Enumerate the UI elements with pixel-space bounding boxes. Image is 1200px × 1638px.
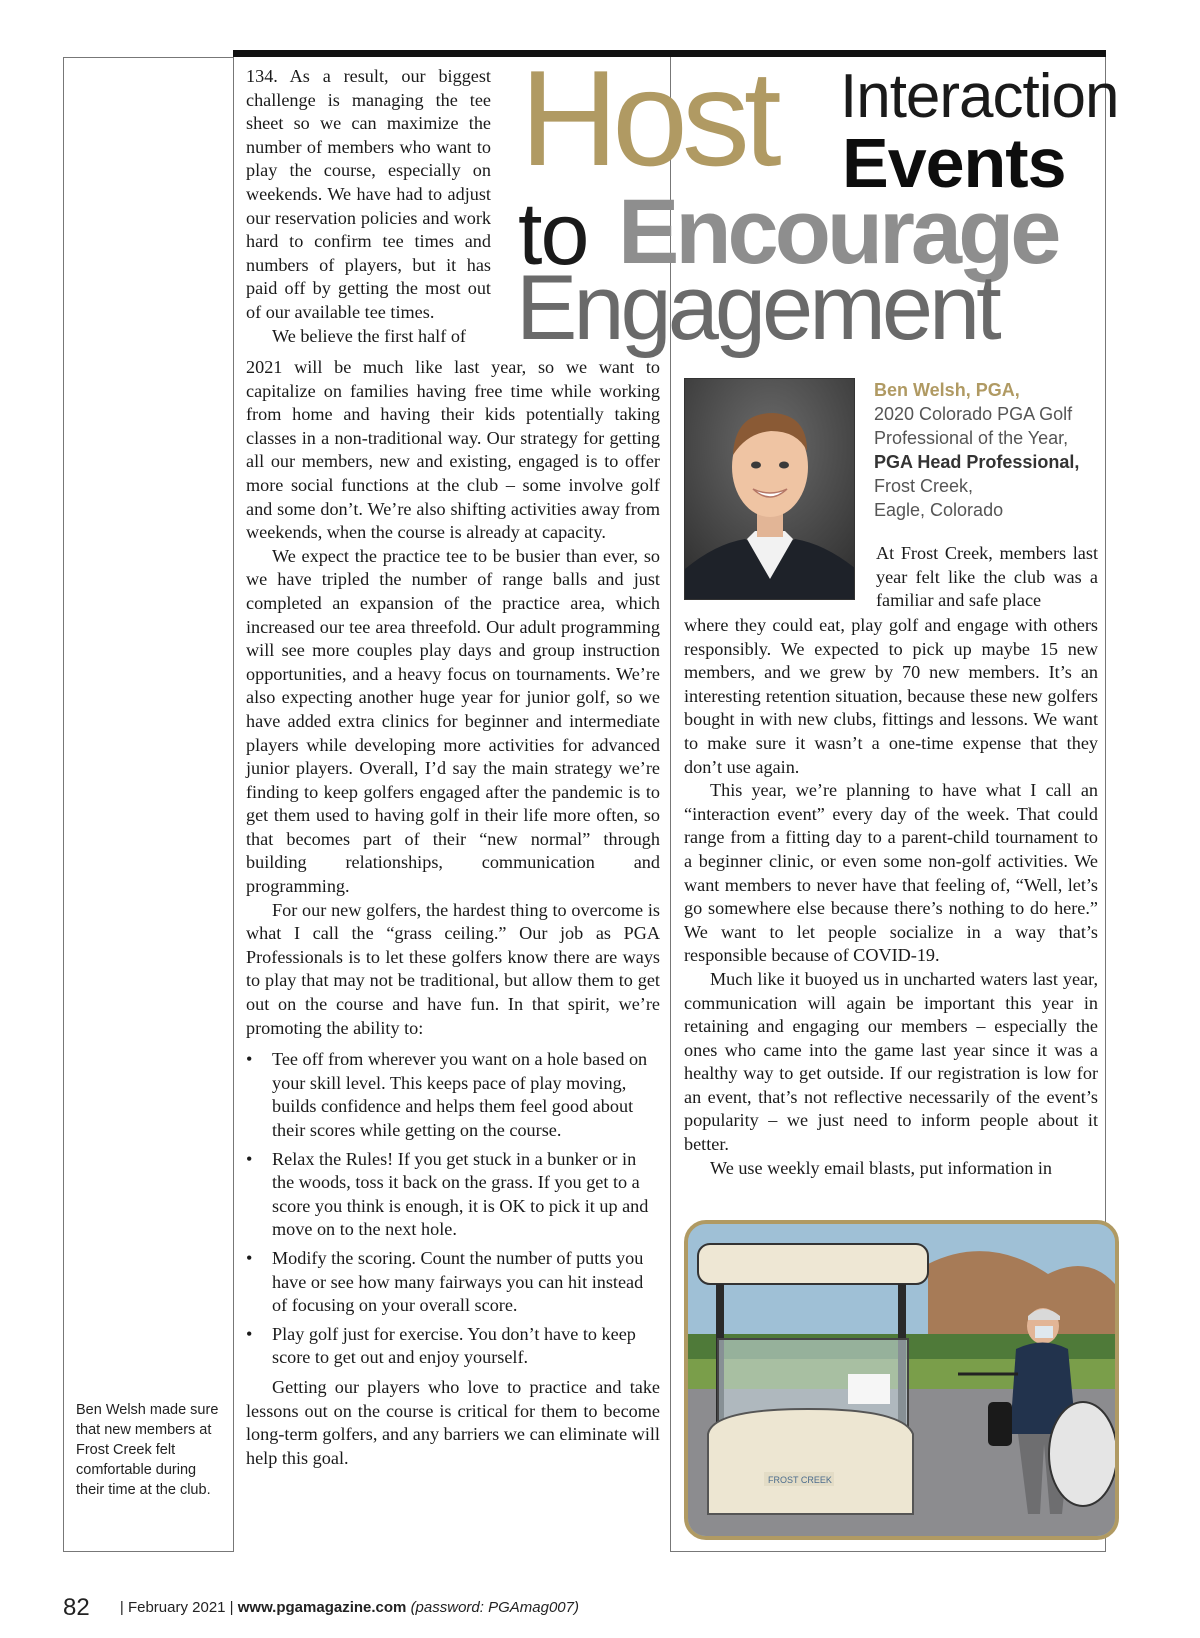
headline-interaction: Interaction: [840, 62, 1119, 131]
column-divider-left: [233, 57, 234, 1552]
author-role: PGA Head Professional,: [874, 452, 1080, 472]
paragraph: 134. As a result, our biggest challenge is managing the tee sheet so we can maximize the number of members who want to play the course, especially on weekends. We have had to adjust our reservation policies and work hard to confirm tee times and numbers of players, but it has paid off by getting the most out of our available tee times.: [246, 66, 491, 322]
paragraph: Getting our players who love to practice and take lessons out on the course is critical for them to become long-term golfers, and any barriers we can eliminate will help this goal.: [246, 1376, 660, 1468]
paragraph: 2021 will be much like last year, so we want to capitalize on families having free time while working from home and having their kids potentially taking classes in a non-traditional way. Our strategy for getting all our members, new and existing, engaged is to offer more social functions at the club – some involve golf and some don’t. We’re also shifting activities away from weekends, when the course is already at capacity.: [246, 357, 660, 543]
page-footer: [63, 1594, 579, 1622]
author-name: Ben Welsh, PGA,: [874, 380, 1020, 400]
golf-cart-photo: [684, 1220, 1119, 1540]
headline-host: Host: [520, 42, 776, 194]
headline-to: to: [518, 184, 588, 283]
list-item: • Tee off from wherever you want on a hole based on your skill level. This keeps pace of play moving, builds confidence and helps them feel good about their scores while getting on the course.: [246, 1048, 660, 1142]
list-item: • Modify the scoring. Count the number of putts you have or see how many fairways you can hit instead of focusing on your overall score.: [246, 1247, 660, 1318]
paragraph: This year, we’re planning to have what I call an “interaction event” every day of the week. That could range from a fitting day to a parent-child tournament to a beginner clinic, or even some non-golf activities. We want members to never have that feeling of, “Well, let’s go somewhere else because there’s nothing to do here.” We want to let people socialize in a way that’s responsible because of COVID-19.: [684, 780, 1098, 966]
author-portrait: [684, 378, 855, 600]
article-column-2: [684, 614, 1098, 1180]
list-item: • Play golf just for exercise. You don’t have to keep score to get out and enjoy yourself.: [246, 1323, 660, 1370]
author-club: Frost Creek,: [874, 476, 974, 496]
paragraph: We use weekly email blasts, put information in: [710, 1157, 1053, 1178]
article-column-1-top: [246, 65, 491, 348]
paragraph: We expect the practice tee to be busier than ever, so we have tripled the number of range balls and just completed an expansion of the practice area, which increased our tee area threefold. Our adult programming will see more couples play days and group instruction opportunities, and a heavy focus on tournaments. We’re also expecting another huge year for junior golf, so we have added extra clinics for beginner and intermediate players while developing more activities for advanced junior players. Overall, I’d say the main strategy we’re finding to keep golfers engaged after the pandemic is to get them used to having golf in their life more often, so that becomes part of their “new normal” through building relationships, communication and programming.: [246, 545, 660, 897]
list-item: • Relax the Rules! If you get stuck in a bunker or in the woods, toss it back on the grass. If you get to a score you think is enough, it is OK to pick it up and move on to the next hole.: [246, 1148, 660, 1242]
headline-engagement: Engagement: [516, 257, 998, 359]
bullet-list: [246, 1048, 660, 1370]
author-location: Eagle, Colorado: [874, 500, 1004, 520]
headline-encourage: Encourage: [618, 181, 1058, 283]
paragraph: For our new golfers, the hardest thing to overcome is what I call the “grass ceiling.” Our job as PGA Professionals is to let these golfers know there are ways to play that may not be traditional, but allow them to get out on the course and have fun. In that spirit, we’re promoting the ability to:: [246, 899, 660, 1038]
paragraph: where they could eat, play golf and engage with others responsibly. We expected to pick up maybe 15 new members, and we grew by 70 new members. It’s an interesting retention situation, because these new golfers bought in with new clubs, fittings and lessons. We want to make sure it wasn’t a one-time expense that they don’t use again.: [684, 615, 1098, 777]
issue-date: | February 2021 |: [119, 1599, 234, 1616]
author-bio: [874, 378, 1104, 522]
headline-events: Events: [842, 124, 1066, 202]
page-number: 82: [63, 1594, 90, 1621]
portrait-illustration: [685, 379, 855, 600]
cart-logo-text: FROST CREEK: [768, 1475, 832, 1485]
article-column-2-top: [876, 542, 1098, 613]
website-link[interactable]: www.pgamagazine.com: [237, 1599, 407, 1616]
author-title-line-1: 2020 Colorado PGA Golf: [874, 404, 1073, 424]
golf-cart-illustration: [688, 1224, 1115, 1536]
password-note: (password: PGAmag007): [410, 1599, 579, 1616]
article-column-1: [246, 356, 660, 1470]
paragraph: At Frost Creek, members last year felt like the club was a familiar and safe place: [876, 543, 1098, 611]
left-column-frame: [63, 57, 233, 1552]
paragraph: Much like it buoyed us in uncharted waters last year, communication will again be important this year in retaining and engaging our members – especially the ones who came into the game last year since it was a healthy way to get outside. If our registration is low for an event, that’s not reflective necessarily of the event’s popularity – we just need to inform people about it better.: [684, 968, 1098, 1155]
author-title-line-2: Professional of the Year,: [874, 428, 1069, 448]
photo-caption: Ben Welsh made sure that new members at Frost Creek felt comfortable during their time at the club.: [76, 1402, 219, 1498]
paragraph: We believe the first half of: [272, 325, 466, 346]
